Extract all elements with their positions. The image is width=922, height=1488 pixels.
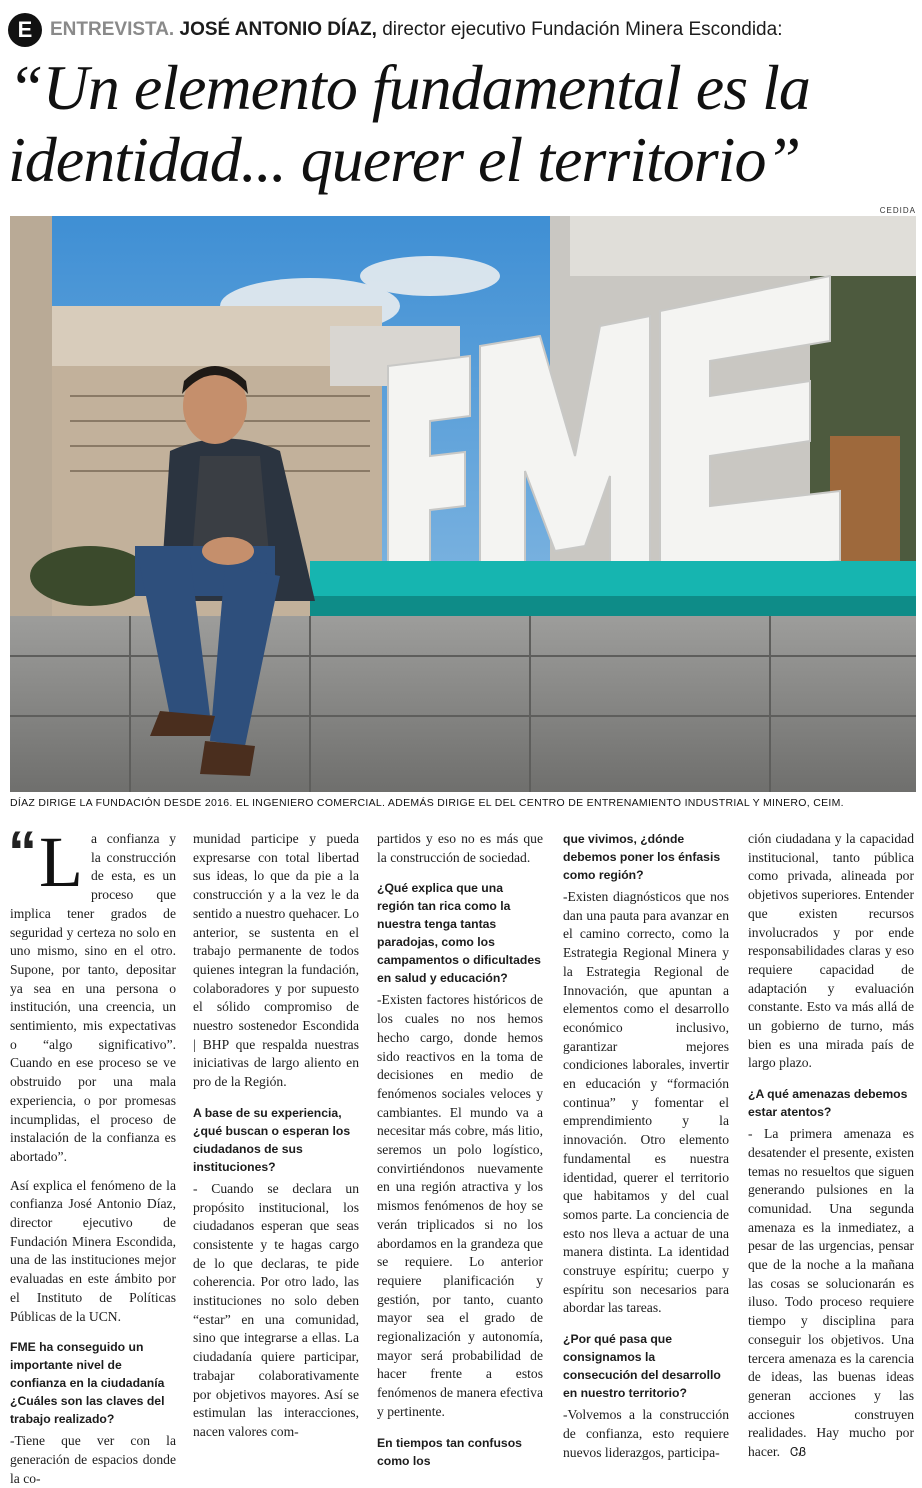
question: ¿Por qué pasa que consignamos la consecución del desarrollo en nuestro territorio? bbox=[563, 1332, 721, 1401]
lead-paragraph bbox=[8, 820, 176, 1167]
photo-illustration bbox=[10, 216, 916, 792]
interviewee-role: director ejecutivo Fundación Minera Escondida: bbox=[382, 19, 783, 40]
article-column-5 bbox=[748, 830, 914, 1460]
body-paragraph: Así explica el fenómeno de la confianza José Antonio Díaz, director ejecutivo de Fundación Minera Escondida, una de las instituciones mejor evaluadas en este ámbito por el Instituto de Políticas Públicas de la UCN. bbox=[10, 1177, 176, 1324]
answer-paragraph: -Tiene que ver con la generación de espacios donde la co- bbox=[10, 1433, 176, 1486]
article-column-3 bbox=[377, 830, 543, 1468]
article-column-2 bbox=[193, 830, 359, 1439]
headline: “Un elemento fundamental es la identidad... querer el territorio” bbox=[8, 52, 810, 195]
article-photo bbox=[10, 216, 916, 792]
question: En tiempos tan confusos como los bbox=[377, 1435, 522, 1468]
drop-cap: L bbox=[39, 822, 83, 902]
answer-paragraph: - Cuando se declara un propósito institucional, los ciudadanos esperan que seas consistente y te hagas cargo de lo que declaras, te pide coherencia. Por otro lado, las instituciones no solo deben “estar” en una comunidad, sino que integrarse a ellas. La ciudadanía quiere participar, trabajar colaborativamente por objetivos mayores. Así se estimulan las interacciones, nacen valores com- bbox=[193, 1180, 359, 1439]
answer-paragraph bbox=[748, 1125, 914, 1462]
question: A base de su experiencia, ¿qué buscan o esperan los ciudadanos de sus instituciones? bbox=[193, 1105, 351, 1174]
drop-quote-mark: “ bbox=[8, 820, 37, 885]
question: ¿Qué explica que una región tan rica como la nuestra tenga tantas paradojas, como los campamentos o dificultades en salud y educación? bbox=[377, 881, 541, 986]
question: FME ha conseguido un importante nivel de confianza en la ciudadanía ¿Cuáles son las claves del trabajo realizado? bbox=[10, 1340, 165, 1427]
photo-credit: CEDIDA bbox=[879, 206, 916, 215]
body-paragraph: partidos y eso no es más que la construcción de sociedad. bbox=[377, 831, 543, 865]
body-paragraph: ción ciudadana y la capacidad institucional, tanto pública como privada, alineada por objetivos superiores. Entender que existen recursos involucrados y por ende responsabilidades claras y eso requiere capacidad de adaptación y evaluación constante. Esto va más allá de un gobierno de turno, más bien es una mirada país de largo plazo. bbox=[748, 831, 914, 1071]
kicker bbox=[8, 10, 914, 50]
answer-paragraph: -Volvemos a la construcción de confianza, esto requiere nuevos liderazgos, participa- bbox=[563, 1407, 729, 1460]
kicker-text bbox=[50, 19, 782, 41]
answer-text: - La primera amenaza es desatender el presente, existen temas no resueltos que siguen generando pulsiones en la comunidad. Una segunda amenaza es la inmediatez, a pesar de las urgencias, pensar que de la noche a la mañana las cosas se solucionarán es iluso. Todo proceso requiere tiempo y disciplina para conseguir los objetivos. Una tercera amenaza es la carencia de ideas, las buenas ideas generan acciones y las acciones construyen realidades. Hay mucho por hacer. bbox=[748, 1126, 914, 1460]
article-column-1 bbox=[8, 820, 176, 1486]
photo-caption: DÍAZ DIRIGE LA FUNDACIÓN DESDE 2016. EL INGENIERO COMERCIAL. ADEMÁS DIRIGE EL DEL CENTRO DE ENTRENAMIENTO INDUSTRIAL Y MINERO, CEIM. bbox=[10, 797, 844, 809]
lead-text: a confianza y la construcción de esta, es un proceso que implica tener grados de seguridad y certeza no solo en uno mismo, sino en el otro. Supone, por tanto, depositar ya sea en una persona o institución, una creencia, un sentimiento, mis expectativas o “algo significativo”. Cuando en ese proceso se ve obstruido por una mala experiencia, o por promesas incumplidas, el proceso de instalación de la confianza es abortado”. bbox=[10, 831, 176, 1164]
interviewee-name: JOSÉ ANTONIO DÍAZ, bbox=[179, 19, 377, 40]
answer-paragraph: -Existen diagnósticos que nos dan una pauta para avanzar en el camino correcto, como la Estrategia Regional Minera y la Estrategia Regional de Innovación, que apuntan a elementos como el desarrollo económico inclusivo, garantizar mejores condiciones laborales, invertir en educación y “formación continua” y fomentar el emprendimiento y la innovación. Otro elemento fundamental es nuestra identidad, querer el territorio que habitamos y del cual somos parte. La conciencia de esto nos lleva a actuar de una manera distinta. La identidad construye espíritu; cuerpo y espíritu son necesarios para abordar las tareas. bbox=[563, 889, 729, 1316]
end-mark-icon: ᏣᏰ bbox=[790, 1445, 807, 1460]
answer-paragraph: -Existen factores históricos de los cuales no nos hemos hecho cargo, donde hemos sido reactivos en la toma de decisiones en medio de fenómenos sociales veloces y cambiantes. El mundo va a necesitar más cobre, más litio, seremos un polo logístico, convirtiéndonos nuevamente en una región atractiva y los mismos fenómenos de hoy se verán triplicados si no los abordamos en la grandeza que se requiere. Lo anterior requiere planificación y gestión, por tanto, cuanto mayor sea el grado de regionalización y autonomía, mayor será probabilidad de hacer frente a estos fenómenos de manera efectiva y pertinente. bbox=[377, 992, 543, 1419]
article-column-4 bbox=[563, 830, 729, 1460]
section-label: ENTREVISTA. bbox=[50, 19, 175, 40]
section-badge: E bbox=[8, 13, 42, 47]
question: ¿A qué amenazas debemos estar atentos? bbox=[748, 1087, 908, 1120]
body-paragraph: munidad participe y pueda expresarse con total libertad sus ideas, lo que da pie a la construcción y a la vez le da sentido a nuestro quehacer. Lo anterior, se sustenta en el trabajo permanente de todos quienes integran la fundación, colaboradores y por supuesto el sólido compromiso de nuestro sostenedor Escondida | BHP que respalda nuestras iniciativas de largo aliento en pro de la Región. bbox=[193, 831, 359, 1090]
question-continued: que vivimos, ¿dónde debemos poner los énfasis como región? bbox=[563, 832, 721, 882]
